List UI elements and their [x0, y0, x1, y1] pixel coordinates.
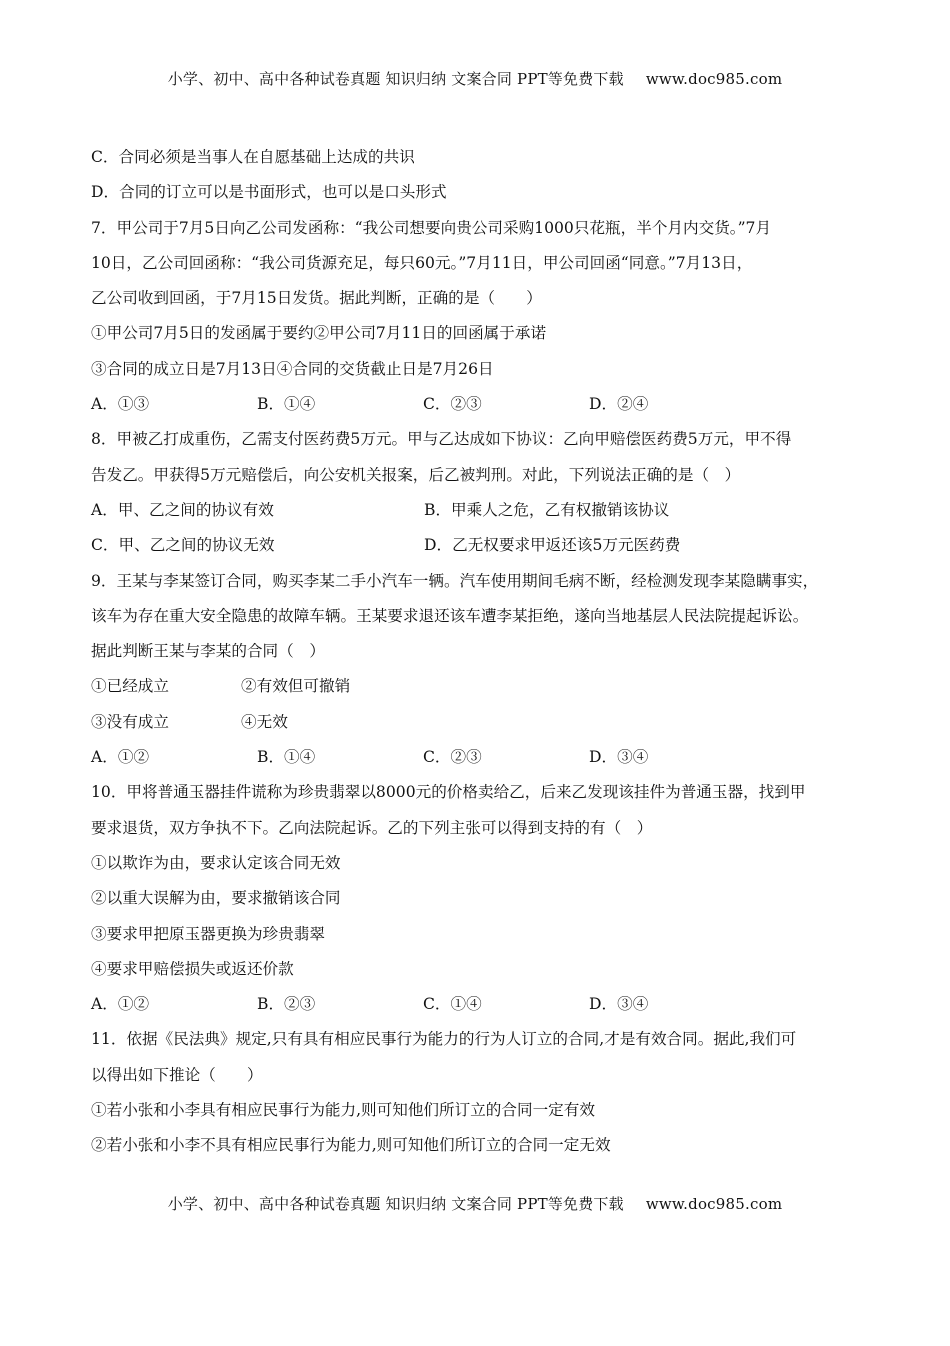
statements-row-1	[91, 674, 871, 709]
question-7	[91, 216, 871, 428]
question-stem-line: 11．依据《民法典》规定,只有具有相应民事行为能力的行为人订立的合同,才是有效合同。据此,我们可	[91, 1030, 797, 1049]
page-footer	[0, 1193, 950, 1214]
option-c: C．①④	[423, 995, 482, 1014]
question-10	[91, 780, 871, 1027]
statement: ④要求甲赔偿损失或返还价款	[91, 959, 294, 978]
option-b: B．甲乘人之危，乙有权撤销该协议	[424, 500, 670, 519]
option-a: A．①③	[91, 395, 150, 414]
prev-option-c: C．合同必须是当事人在自愿基础上达成的共识	[91, 148, 415, 166]
statement: ②有效但可撤销	[241, 677, 351, 696]
option-b: B．①④	[257, 395, 316, 414]
question-stem-line: 9．王某与李某签订合同，购买李某二手小汽车一辆。汽车使用期间毛病不断，经检测发现李某隐瞒事实，	[91, 571, 819, 590]
answer-options-row-1	[91, 498, 871, 533]
page-header	[0, 68, 950, 89]
statement: ④无效	[241, 712, 288, 731]
statement: ①若小张和小李具有相应民事行为能力,则可知他们所订立的合同一定有效	[91, 1101, 595, 1120]
option-d: D．③④	[589, 748, 649, 767]
question-stem-line: 告发乙。甲获得5万元赔偿后，向公安机关报案，后乙被判刑。对此，下列说法正确的是（ ）	[91, 465, 741, 484]
question-9	[91, 569, 871, 781]
document-body	[91, 145, 871, 1169]
statement: ②以重大误解为由，要求撤销该合同	[91, 889, 341, 908]
footer-text: 小学、初中、高中各种试卷真题 知识归纳 文案合同 PPT等免费下载	[167, 1195, 624, 1213]
option-b: B．②③	[257, 995, 316, 1014]
question-stem-line: 7．甲公司于7月5日向乙公司发函称：“我公司想要向贵公司采购1000只花瓶，半个月内交货。”7月	[91, 218, 772, 237]
question-11	[91, 1027, 871, 1168]
question-stem-line: 8．甲被乙打成重伤，乙需支付医药费5万元。甲与乙达成如下协议：乙向甲赔偿医药费5万元，甲不得	[91, 430, 792, 449]
question-stem-line: 以得出如下推论（ ）	[91, 1065, 263, 1084]
question-stem-line: 据此判断王某与李某的合同（ ）	[91, 642, 325, 661]
statements-row-2	[91, 710, 871, 745]
prev-option-d: D．合同的订立可以是书面形式，也可以是口头形式	[91, 183, 447, 202]
question-stem-line: 该车为存在重大安全隐患的故障车辆。王某要求退还该车遭李某拒绝，遂向当地基层人民法院提起诉讼。	[91, 606, 809, 625]
option-a: A．甲、乙之间的协议有效	[91, 500, 274, 519]
option-c: C．甲、乙之间的协议无效	[91, 536, 275, 555]
footer-url: www.doc985.com	[645, 1195, 783, 1213]
option-a: A．①②	[91, 748, 150, 767]
statement: ③合同的成立日是7月13日④合同的交货截止日是7月26日	[91, 359, 494, 378]
question-stem-line: 要求退货，双方争执不下。乙向法院起诉。乙的下列主张可以得到支持的有（ ）	[91, 818, 653, 837]
option-d: D．乙无权要求甲返还该5万元医药费	[424, 536, 681, 555]
statement: ②若小张和小李不具有相应民事行为能力,则可知他们所订立的合同一定无效	[91, 1136, 611, 1155]
question-stem-line: 乙公司收到回函，于7月15日发货。据此判断，正确的是（ ）	[91, 289, 542, 308]
option-c: C．②③	[423, 395, 482, 414]
option-d: D．②④	[589, 395, 649, 414]
statement: ①以欺诈为由，要求认定该合同无效	[91, 853, 341, 872]
header-text: 小学、初中、高中各种试卷真题 知识归纳 文案合同 PPT等免费下载	[167, 70, 624, 88]
option-d: D．③④	[589, 995, 649, 1014]
option-c: C．②③	[423, 748, 482, 767]
answer-options	[91, 392, 871, 427]
answer-options-row-2	[91, 533, 871, 568]
header-url: www.doc985.com	[645, 70, 783, 88]
option-b: B．①④	[257, 748, 316, 767]
statement: ①已经成立	[91, 677, 169, 696]
answer-options	[91, 992, 871, 1027]
statement: ③要求甲把原玉器更换为珍贵翡翠	[91, 924, 325, 943]
statement: ③没有成立	[91, 712, 169, 731]
question-stem-line: 10．甲将普通玉器挂件谎称为珍贵翡翠以8000元的价格卖给乙，后来乙发现该挂件为普通玉器，找到甲	[91, 783, 806, 802]
statement: ①甲公司7月5日的发函属于要约②甲公司7月11日的回函属于承诺	[91, 324, 547, 343]
question-8	[91, 427, 871, 568]
answer-options	[91, 745, 871, 780]
option-a: A．①②	[91, 995, 150, 1014]
question-stem-line: 10日，乙公司回函称：“我公司货源充足，每只60元。”7月11日，甲公司回函“同意。”7月13日，	[91, 253, 753, 272]
